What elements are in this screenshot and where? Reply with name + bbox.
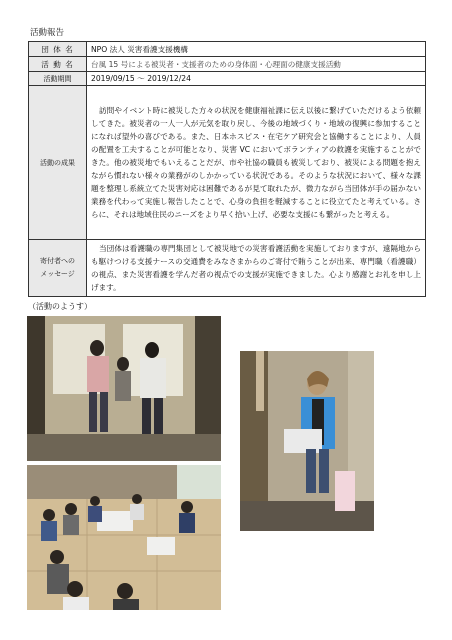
activity-label: 活 動 名: [29, 57, 87, 72]
activity-photo-group-session: [27, 465, 221, 610]
table-row: [29, 240, 426, 297]
table-row: [29, 57, 426, 72]
activity-value: 台風 15 号による被災者・支援者のための身体面・心理面の健康支援活動: [87, 57, 426, 72]
results-label: 活動の成果: [29, 86, 87, 240]
org-label: 団 体 名: [29, 42, 87, 57]
activity-scene-label: （活動のようす）: [28, 302, 92, 311]
document-title: 活動報告: [30, 28, 65, 38]
message-label: 寄付者への メッセージ: [29, 240, 87, 297]
activity-photo-poster-viewing: [27, 316, 221, 461]
activity-photo-reading-documents: [240, 351, 374, 531]
table-row: [29, 72, 426, 86]
results-text: 訪問やイベント時に被災した方々の状況を健康福祉課に伝え以後に繋げていただけるよう依頼してきた。被災者の一人一人が元気を取り戻し、今後の地域づくり・地域の復興に参加することになれば望外の喜びである。また、日本ホスピス・在宅ケア研究会と協働することにより、人員の配置を工夫することが可能となり、災害 VC においてボランティアの救護を実施することができた。他の被災地でもいえることだが、市や社協の職員も被災しており、被災による問題を抱えながら慣れない様々の業務がのしかかっている状況である。そのような状況において、様々な課題を整理し系統立てた災害対応は困難であるが見て取れたが、微力ながら当団体が手の届かない業務を代わって実施し報告したことで、心身の負担を軽減することに役立てたと考えている。さらに、それは地域住民のニーズをより早く拾い上げ、必要な支援にも繋がったと考える。: [87, 86, 426, 240]
message-text: 当団体は看護職の専門集団として被災地での災害看護活動を実施しておりますが、遠隔地からも駆けつける支援ナースの交通費をみなさまからのご寄付で賄うことが出来、専門職（看護職）の視点、また災害看護を学んだ者の視点での支援が実施できました。心より感謝とお礼を申し上げます。: [87, 240, 426, 297]
period-label: 活動期間: [29, 72, 87, 86]
table-row: [29, 42, 426, 57]
org-value: NPO 法人 災害看護支援機構: [87, 42, 426, 57]
table-row: [29, 86, 426, 240]
report-table: [28, 41, 426, 297]
period-value: 2019/09/15 ～ 2019/12/24: [87, 72, 426, 86]
